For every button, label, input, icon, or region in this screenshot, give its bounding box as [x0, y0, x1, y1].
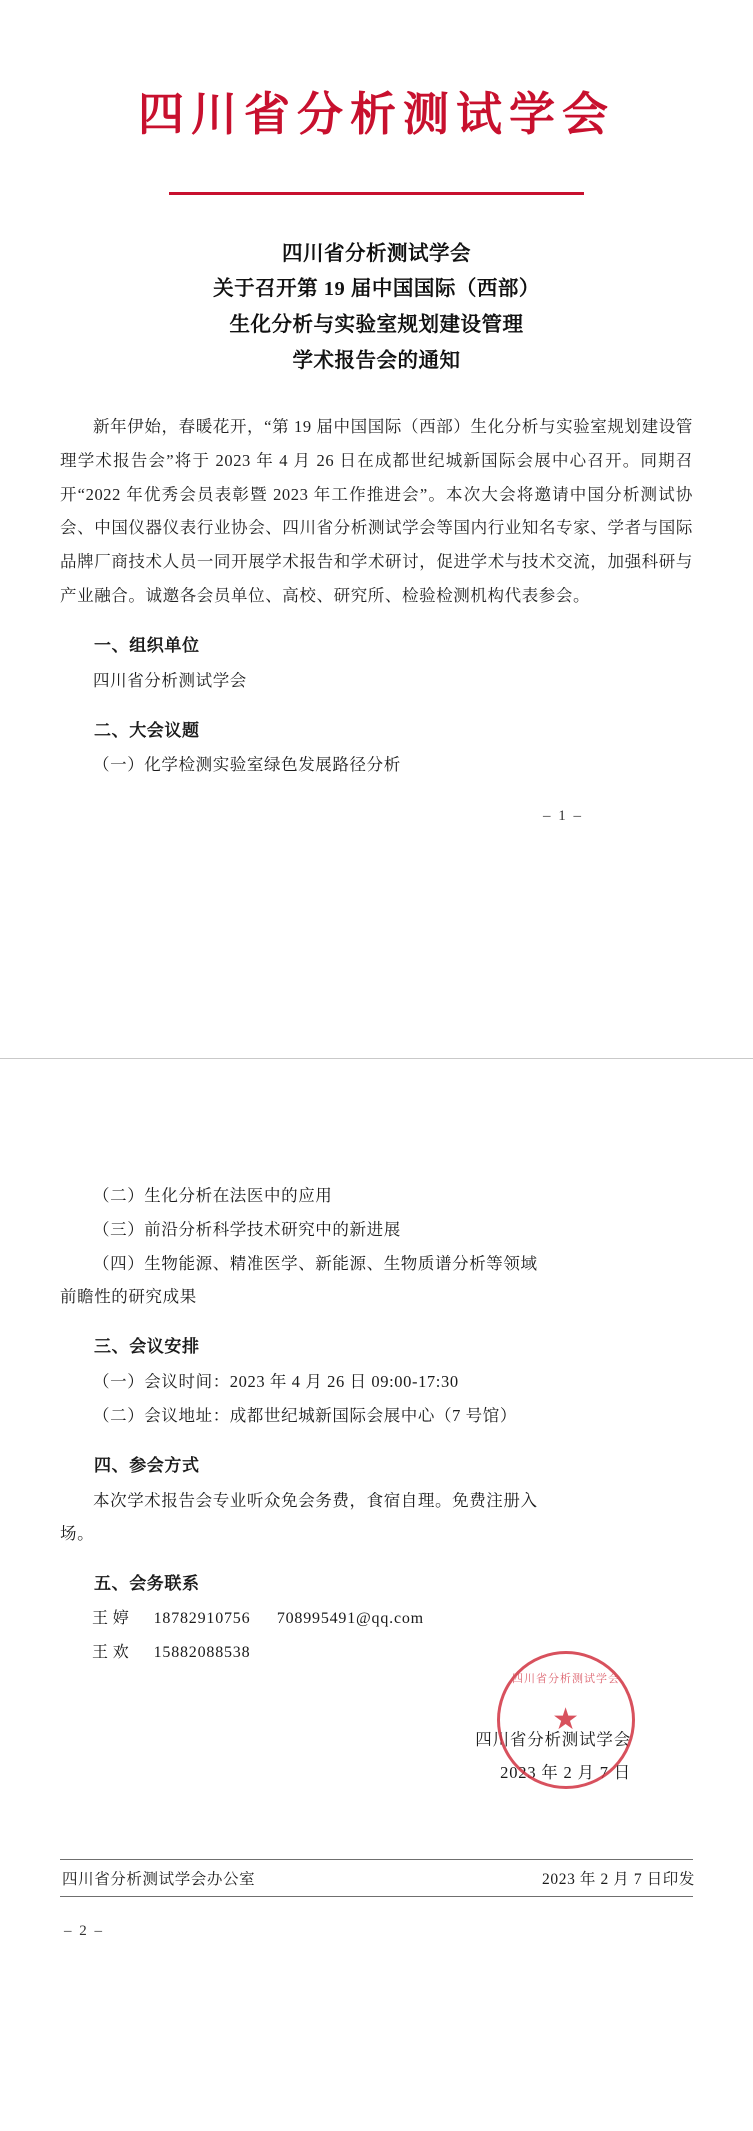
topic-item-4-line-2: 前瞻性的研究成果	[60, 1287, 197, 1307]
document-page-1	[0, 0, 753, 1040]
contact-row-2	[60, 1636, 693, 1670]
intro-paragraph: 新年伊始，春暖花开，“第 19 届中国国际（西部）生化分析与实验室规划建设管理学术报告会”将于 2023 年 4 月 26 日在成都世纪城新国际会展中心召开。同期召开“2022 年优秀会员表彰暨 2023 年工作推进会”。本次大会将邀请中国分析测试协会、中国仪器仪表行业协会、四川省分析测试学会等国内行业知名专家、学者与国际品牌厂商技术人员一同开展学术报告和学术研讨，促进学术与技术交流，加强科研与产业融合。诚邀各会员单位、高校、研究所、检验检测机构代表参会。	[60, 417, 693, 606]
seal-text: 四川省分析测试学会	[512, 1673, 620, 1686]
footer-issue-date: 2023 年 2 月 7 日印发	[542, 1871, 695, 1889]
document-page-2	[0, 1059, 753, 2059]
contact-email-1: 708995491@qq.com	[276, 1610, 424, 1628]
page2-top-spacer	[60, 1059, 693, 1179]
section-heading-organizer: 一、组织单位	[94, 635, 200, 655]
signature-block	[60, 1673, 693, 1789]
document-title-line-4: 学术报告会的通知	[292, 350, 461, 373]
signature-organization: 四川省分析测试学会	[475, 1730, 631, 1750]
letterhead	[60, 0, 693, 195]
footer-row	[60, 1860, 697, 1896]
contact-name-2: 王 欢	[92, 1643, 130, 1661]
letterhead-title: 四川省分析测试学会	[138, 89, 615, 140]
footer-issuing-office: 四川省分析测试学会办公室	[62, 1871, 256, 1889]
page-number-1: – 1 –	[543, 808, 583, 825]
section-heading-participation: 四、参会方式	[94, 1455, 200, 1475]
participation-line-2: 场。	[60, 1524, 95, 1544]
contact-row-1	[60, 1602, 693, 1636]
section-heading-contact: 五、会务联系	[94, 1574, 200, 1594]
document-title	[60, 237, 693, 381]
topic-item-3: （三）前沿分析科学技术研究中的新进展	[93, 1219, 401, 1239]
topic-item-4-line-1: （四）生物能源、精准医学、新能源、生物质谱分析等领域	[93, 1253, 538, 1273]
contact-phone-1: 18782910756	[153, 1610, 251, 1628]
section-body-organizer: 四川省分析测试学会	[93, 670, 247, 690]
document-footer	[60, 1859, 693, 1897]
footer-divider-bottom	[60, 1896, 693, 1897]
topic-item-2: （二）生化分析在法医中的应用	[93, 1186, 333, 1205]
seal-star-icon: ★	[552, 1703, 580, 1737]
arrangement-item-time: （一）会议时间：2023 年 4 月 26 日 09:00-17:30	[93, 1372, 459, 1392]
letterhead-divider	[169, 192, 584, 195]
signature-date: 2023 年 2 月 7 日	[500, 1763, 631, 1783]
contact-name-1: 王 婷	[92, 1610, 130, 1628]
document-title-line-1: 四川省分析测试学会	[282, 242, 471, 265]
topic-item-1: （一）化学检测实验室绿色发展路径分析	[93, 755, 401, 775]
contact-phone-2: 15882088538	[153, 1643, 251, 1661]
section-heading-arrangement: 三、会议安排	[94, 1337, 200, 1357]
document-title-line-3: 生化分析与实验室规划建设管理	[229, 314, 524, 337]
section-heading-topics: 二、大会议题	[94, 720, 200, 740]
participation-line-1: 本次学术报告会专业听众免会务费，食宿自理。免费注册入	[93, 1490, 538, 1510]
page-number-2: – 2 –	[64, 1923, 104, 1940]
document-title-line-2: 关于召开第 19 届中国国际（西部）	[213, 278, 540, 301]
arrangement-item-venue: （二）会议地址：成都世纪城新国际会展中心（7 号馆）	[93, 1405, 517, 1425]
